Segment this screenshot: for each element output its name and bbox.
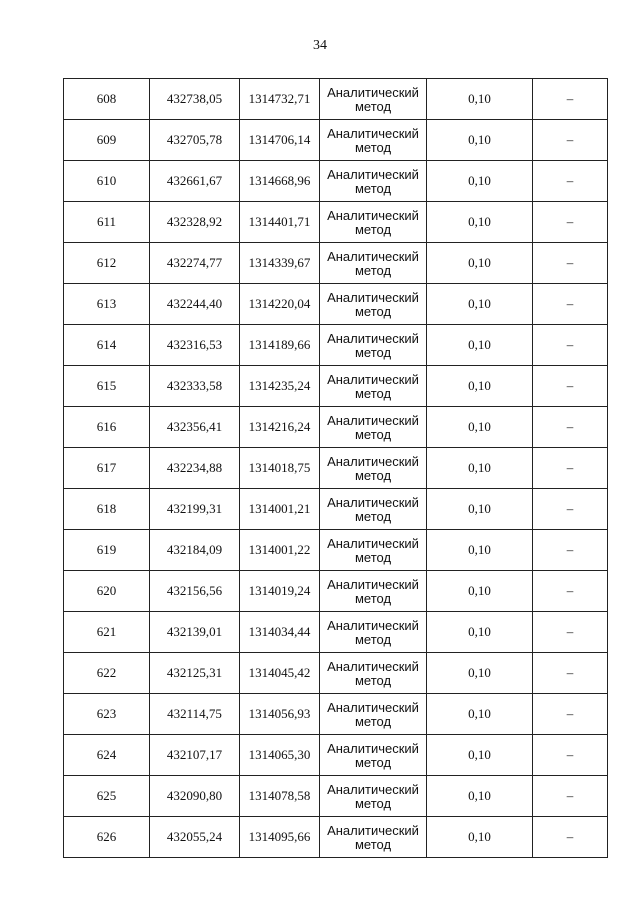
method-cell: [320, 694, 427, 735]
x-coordinate-cell: 432274,77: [150, 243, 240, 284]
accuracy-cell: 0,10: [427, 489, 533, 530]
point-number-cell: 617: [64, 448, 150, 489]
method-line2: метод: [354, 754, 392, 770]
note-cell: –: [533, 694, 608, 735]
y-coordinate-cell: 1314001,22: [240, 530, 320, 571]
y-coordinate-cell: 1314019,24: [240, 571, 320, 612]
y-coordinate-cell: 1314235,24: [240, 366, 320, 407]
accuracy-cell: 0,10: [427, 735, 533, 776]
note-cell: –: [533, 817, 608, 858]
method-line2: метод: [354, 549, 392, 565]
method-line1: Аналитический: [327, 576, 419, 592]
y-coordinate-cell: 1314189,66: [240, 325, 320, 366]
method-line1: Аналитический: [327, 371, 419, 387]
note-cell: –: [533, 366, 608, 407]
accuracy-cell: 0,10: [427, 202, 533, 243]
method-line1: Аналитический: [327, 330, 419, 346]
y-coordinate-cell: 1314045,42: [240, 653, 320, 694]
method-cell: [320, 530, 427, 571]
table-row: [64, 284, 608, 325]
table-row: [64, 325, 608, 366]
x-coordinate-cell: 432244,40: [150, 284, 240, 325]
note-cell: –: [533, 284, 608, 325]
method-line1: Аналитический: [327, 289, 419, 305]
method-cell: [320, 161, 427, 202]
y-coordinate-cell: 1314732,71: [240, 79, 320, 120]
method-cell: [320, 284, 427, 325]
method-line1: Аналитический: [327, 658, 419, 674]
point-number-cell: 624: [64, 735, 150, 776]
method-line1: Аналитический: [327, 740, 419, 756]
method-cell: [320, 489, 427, 530]
method-cell: [320, 407, 427, 448]
accuracy-cell: 0,10: [427, 284, 533, 325]
table-row: [64, 653, 608, 694]
y-coordinate-cell: 1314706,14: [240, 120, 320, 161]
note-cell: –: [533, 243, 608, 284]
method-line1: Аналитический: [327, 248, 419, 264]
note-cell: –: [533, 489, 608, 530]
x-coordinate-cell: 432234,88: [150, 448, 240, 489]
accuracy-cell: 0,10: [427, 243, 533, 284]
method-line2: метод: [354, 139, 392, 155]
table-row: [64, 817, 608, 858]
method-line2: метод: [354, 221, 392, 237]
method-cell: [320, 366, 427, 407]
x-coordinate-cell: 432705,78: [150, 120, 240, 161]
table-row: [64, 407, 608, 448]
method-cell: [320, 653, 427, 694]
method-line1: Аналитический: [327, 412, 419, 428]
x-coordinate-cell: 432328,92: [150, 202, 240, 243]
y-coordinate-cell: 1314339,67: [240, 243, 320, 284]
point-number-cell: 619: [64, 530, 150, 571]
coordinates-table: [63, 78, 608, 858]
accuracy-cell: 0,10: [427, 407, 533, 448]
table-row: [64, 366, 608, 407]
method-line1: Аналитический: [327, 781, 419, 797]
accuracy-cell: 0,10: [427, 448, 533, 489]
point-number-cell: 626: [64, 817, 150, 858]
method-cell: [320, 448, 427, 489]
note-cell: –: [533, 448, 608, 489]
point-number-cell: 625: [64, 776, 150, 817]
table-row: [64, 448, 608, 489]
table-row: [64, 694, 608, 735]
method-line2: метод: [354, 508, 392, 524]
point-number-cell: 615: [64, 366, 150, 407]
method-line1: Аналитический: [327, 453, 419, 469]
point-number-cell: 621: [64, 612, 150, 653]
point-number-cell: 614: [64, 325, 150, 366]
x-coordinate-cell: 432114,75: [150, 694, 240, 735]
point-number-cell: 613: [64, 284, 150, 325]
method-cell: [320, 120, 427, 161]
note-cell: –: [533, 530, 608, 571]
accuracy-cell: 0,10: [427, 776, 533, 817]
method-cell: [320, 817, 427, 858]
point-number-cell: 616: [64, 407, 150, 448]
x-coordinate-cell: 432107,17: [150, 735, 240, 776]
method-line1: Аналитический: [327, 125, 419, 141]
x-coordinate-cell: 432184,09: [150, 530, 240, 571]
y-coordinate-cell: 1314001,21: [240, 489, 320, 530]
x-coordinate-cell: 432199,31: [150, 489, 240, 530]
y-coordinate-cell: 1314056,93: [240, 694, 320, 735]
accuracy-cell: 0,10: [427, 571, 533, 612]
method-line2: метод: [354, 262, 392, 278]
table-row: [64, 202, 608, 243]
method-line1: Аналитический: [327, 166, 419, 182]
table-row: [64, 776, 608, 817]
table-row: [64, 243, 608, 284]
note-cell: –: [533, 79, 608, 120]
method-line1: Аналитический: [327, 207, 419, 223]
accuracy-cell: 0,10: [427, 366, 533, 407]
table-row: [64, 571, 608, 612]
x-coordinate-cell: 432738,05: [150, 79, 240, 120]
point-number-cell: 611: [64, 202, 150, 243]
y-coordinate-cell: 1314668,96: [240, 161, 320, 202]
accuracy-cell: 0,10: [427, 530, 533, 571]
y-coordinate-cell: 1314401,71: [240, 202, 320, 243]
accuracy-cell: 0,10: [427, 694, 533, 735]
method-cell: [320, 325, 427, 366]
point-number-cell: 610: [64, 161, 150, 202]
accuracy-cell: 0,10: [427, 79, 533, 120]
accuracy-cell: 0,10: [427, 817, 533, 858]
point-number-cell: 620: [64, 571, 150, 612]
point-number-cell: 609: [64, 120, 150, 161]
table-row: [64, 161, 608, 202]
note-cell: –: [533, 612, 608, 653]
method-line2: метод: [354, 795, 392, 811]
method-cell: [320, 243, 427, 284]
table-row: [64, 489, 608, 530]
method-cell: [320, 571, 427, 612]
table-row: [64, 735, 608, 776]
method-line2: метод: [354, 672, 392, 688]
note-cell: –: [533, 653, 608, 694]
y-coordinate-cell: 1314216,24: [240, 407, 320, 448]
x-coordinate-cell: 432156,56: [150, 571, 240, 612]
accuracy-cell: 0,10: [427, 612, 533, 653]
y-coordinate-cell: 1314220,04: [240, 284, 320, 325]
accuracy-cell: 0,10: [427, 653, 533, 694]
method-line2: метод: [354, 467, 392, 483]
note-cell: –: [533, 161, 608, 202]
method-line2: метод: [354, 303, 392, 319]
note-cell: –: [533, 120, 608, 161]
method-line1: Аналитический: [327, 617, 419, 633]
point-number-cell: 608: [64, 79, 150, 120]
x-coordinate-cell: 432125,31: [150, 653, 240, 694]
method-line1: Аналитический: [327, 494, 419, 510]
method-line2: метод: [354, 180, 392, 196]
method-line2: метод: [354, 385, 392, 401]
method-line2: метод: [354, 426, 392, 442]
accuracy-cell: 0,10: [427, 120, 533, 161]
method-line1: Аналитический: [327, 535, 419, 551]
page-number: 34: [313, 38, 327, 53]
point-number-cell: 618: [64, 489, 150, 530]
note-cell: –: [533, 735, 608, 776]
method-line2: метод: [354, 590, 392, 606]
x-coordinate-cell: 432139,01: [150, 612, 240, 653]
x-coordinate-cell: 432333,58: [150, 366, 240, 407]
x-coordinate-cell: 432661,67: [150, 161, 240, 202]
note-cell: –: [533, 571, 608, 612]
y-coordinate-cell: 1314095,66: [240, 817, 320, 858]
table-row: [64, 530, 608, 571]
point-number-cell: 622: [64, 653, 150, 694]
method-line2: метод: [354, 344, 392, 360]
method-cell: [320, 79, 427, 120]
method-cell: [320, 612, 427, 653]
method-line2: метод: [354, 631, 392, 647]
y-coordinate-cell: 1314078,58: [240, 776, 320, 817]
method-line2: метод: [354, 98, 392, 114]
method-line1: Аналитический: [327, 822, 419, 838]
accuracy-cell: 0,10: [427, 161, 533, 202]
coordinates-table-body: [64, 79, 608, 858]
method-cell: [320, 735, 427, 776]
method-line1: Аналитический: [327, 699, 419, 715]
method-line2: метод: [354, 713, 392, 729]
note-cell: –: [533, 776, 608, 817]
y-coordinate-cell: 1314018,75: [240, 448, 320, 489]
table-row: [64, 612, 608, 653]
x-coordinate-cell: 432356,41: [150, 407, 240, 448]
point-number-cell: 623: [64, 694, 150, 735]
point-number-cell: 612: [64, 243, 150, 284]
y-coordinate-cell: 1314034,44: [240, 612, 320, 653]
y-coordinate-cell: 1314065,30: [240, 735, 320, 776]
x-coordinate-cell: 432316,53: [150, 325, 240, 366]
method-line1: Аналитический: [327, 84, 419, 100]
note-cell: –: [533, 325, 608, 366]
x-coordinate-cell: 432055,24: [150, 817, 240, 858]
method-cell: [320, 202, 427, 243]
accuracy-cell: 0,10: [427, 325, 533, 366]
table-row: [64, 120, 608, 161]
table-row: [64, 79, 608, 120]
method-cell: [320, 776, 427, 817]
x-coordinate-cell: 432090,80: [150, 776, 240, 817]
note-cell: –: [533, 407, 608, 448]
note-cell: –: [533, 202, 608, 243]
method-line2: метод: [354, 836, 392, 852]
